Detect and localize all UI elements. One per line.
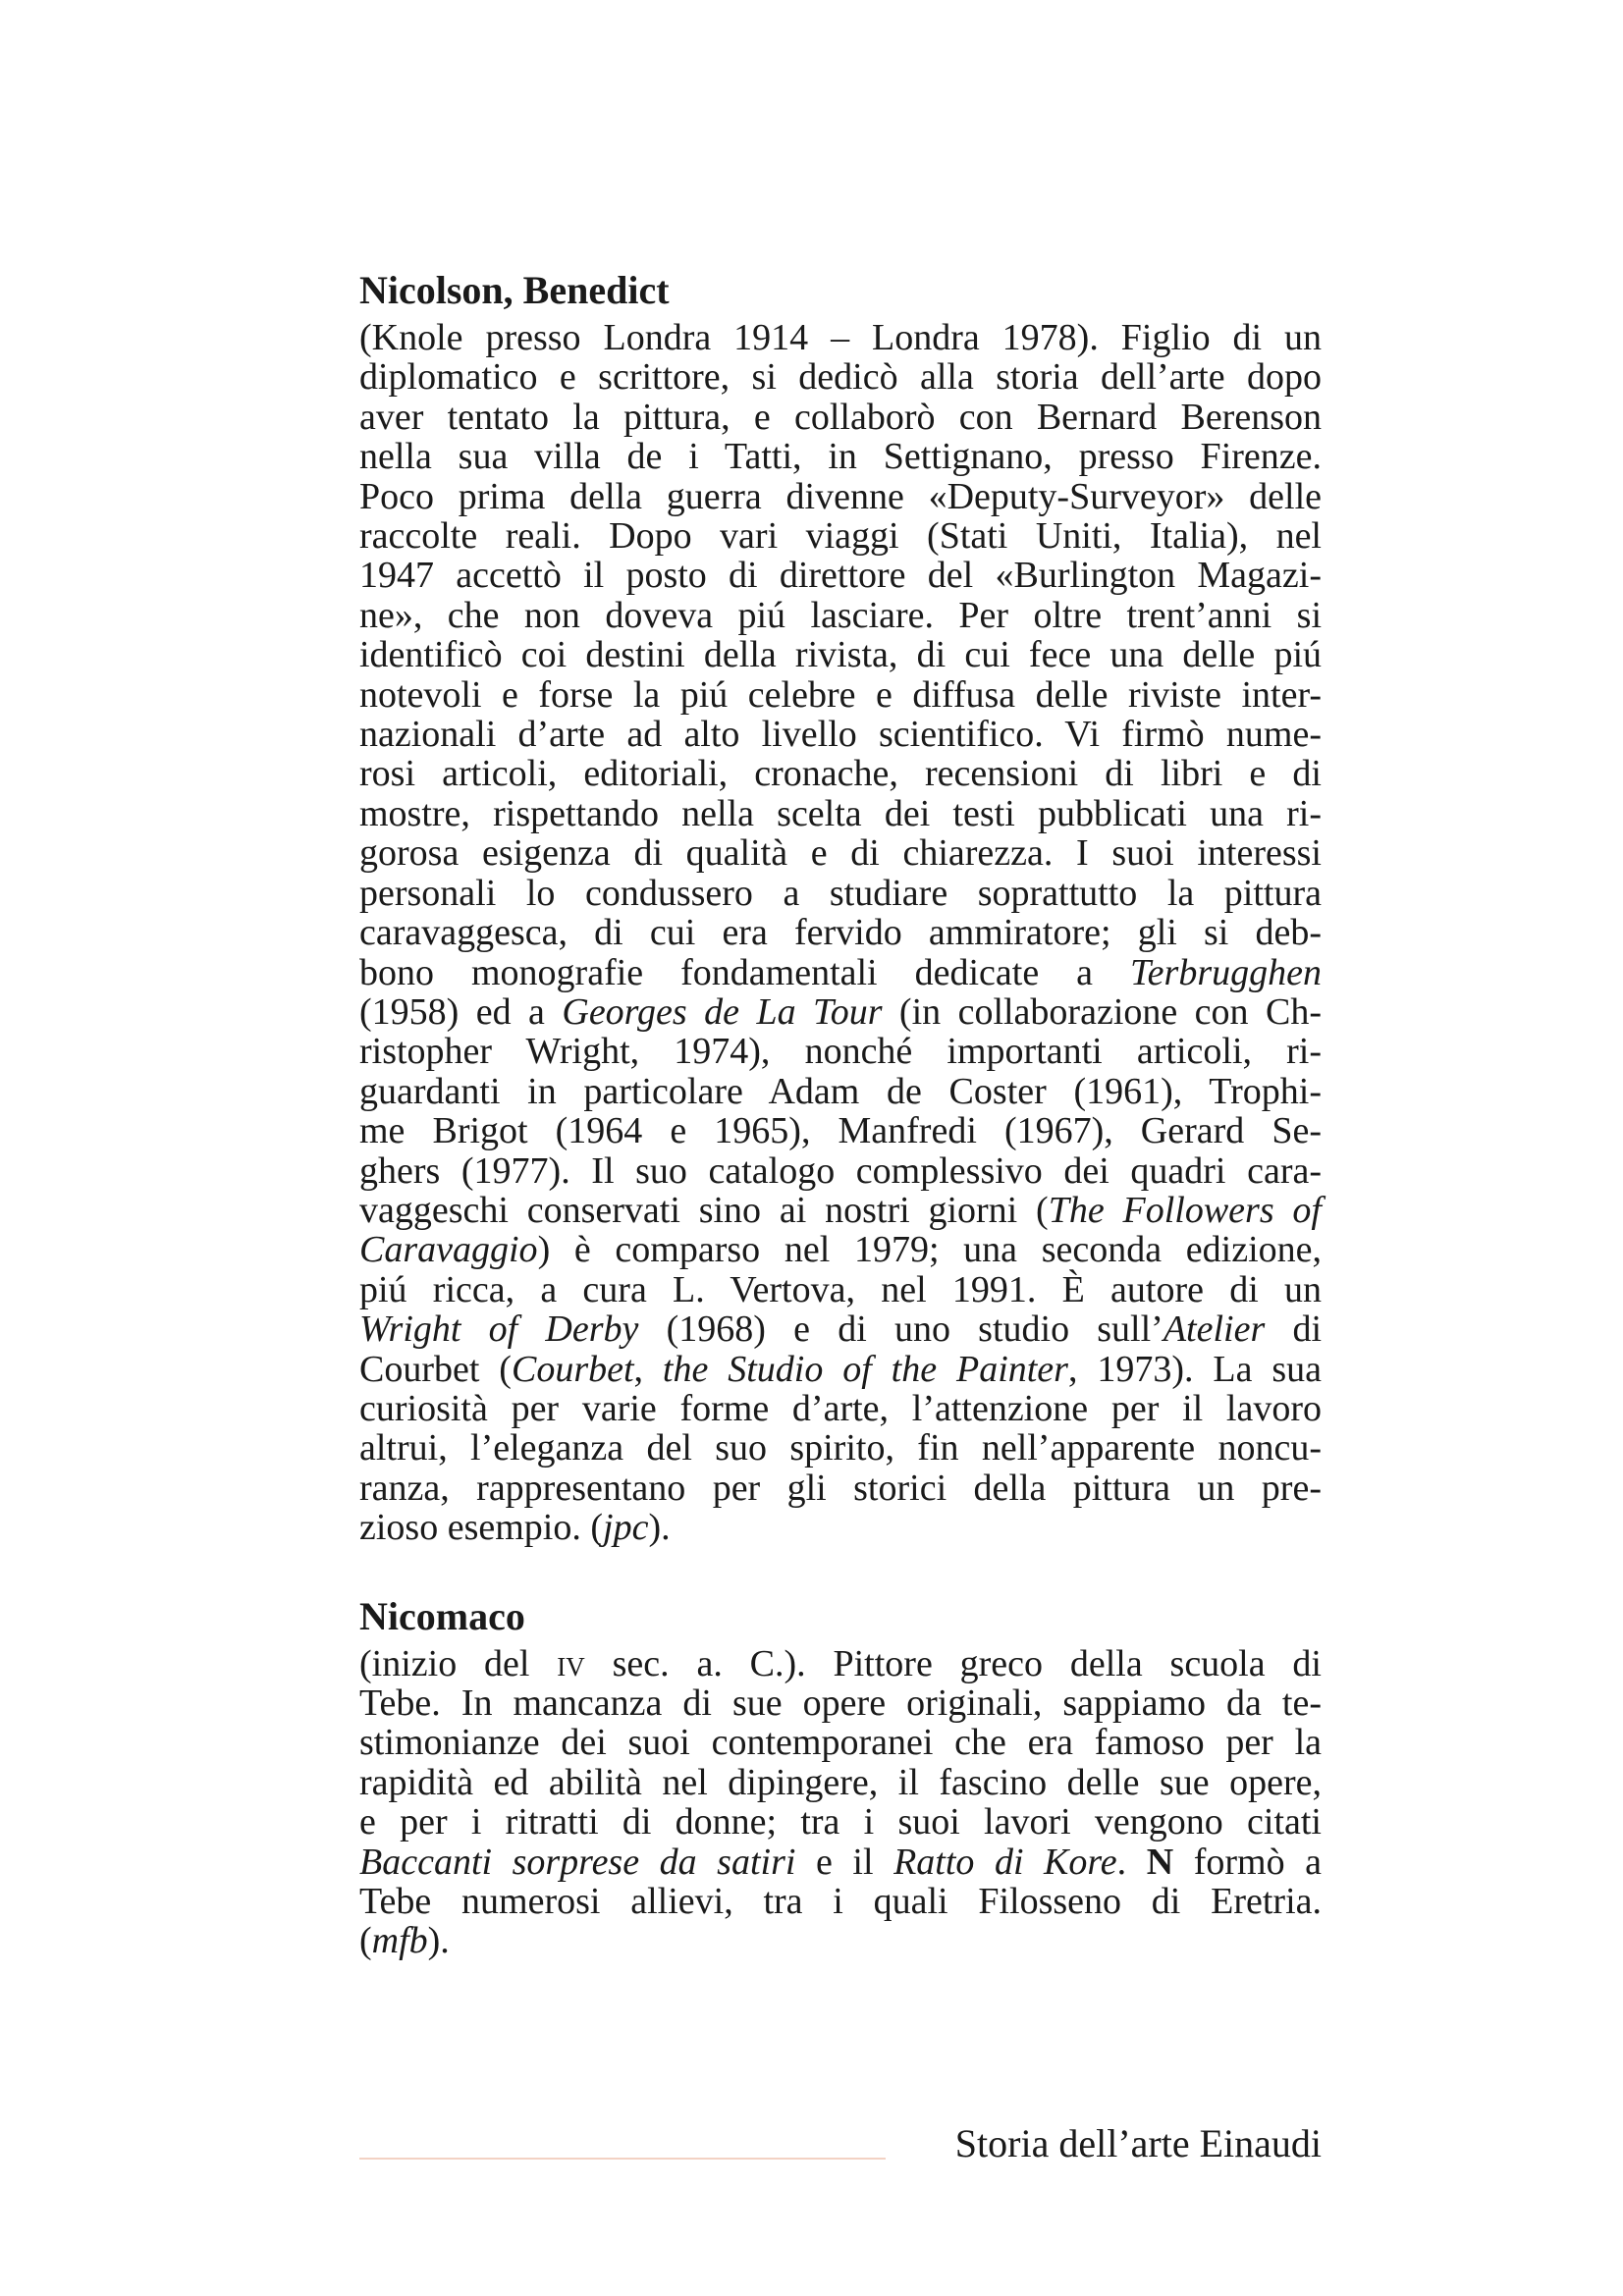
- text-run: nella sua villa de i Tatti, in Settignano, presso Firenze.: [359, 436, 1322, 478]
- italic-run: Ratto di Kore: [893, 1841, 1117, 1883]
- text-run: (1958) ed a: [359, 990, 563, 1033]
- body-line: [359, 1468, 1322, 1508]
- body-line: [359, 913, 1322, 952]
- entry-title: Nicomaco: [359, 1593, 525, 1638]
- text-run: me Brigot (1964 e 1965), Manfredi (1967), Gerard Se-: [359, 1110, 1322, 1152]
- body-line: [359, 953, 1322, 992]
- body-line: [359, 1508, 1322, 1547]
- body-line: [359, 1428, 1322, 1468]
- body-line: [359, 1309, 1322, 1349]
- body-line: [359, 596, 1322, 635]
- page-footer: [359, 2112, 1322, 2171]
- entry-nicomaco: [359, 1593, 1322, 1961]
- text-run: , 1973). La sua: [1067, 1348, 1323, 1390]
- body-line: [359, 1763, 1322, 1802]
- text-run: 1947 accettò il posto di direttore del «Burlington Magazi-: [359, 555, 1322, 597]
- body-line: [359, 715, 1322, 754]
- entry-title: Nicolson, Benedict: [359, 268, 670, 312]
- text-run: personali lo condussero a studiare soprattutto la pittura: [359, 872, 1322, 914]
- text-run: nazionali d’arte ad alto livello scientifico. Vi firmò nume-: [359, 714, 1322, 756]
- body-line: [359, 1111, 1322, 1150]
- text-run: ne», che non doveva piú lasciare. Per oltre trent’anni si: [359, 594, 1322, 636]
- body-line: [359, 1723, 1322, 1762]
- italic-run: Wright of Derby: [359, 1308, 639, 1351]
- italic-run: the Studio of the Painter: [662, 1348, 1068, 1390]
- body-line: [359, 437, 1322, 476]
- bold-run: N: [1146, 1841, 1174, 1883]
- text-run: ranza, rappresentano per gli storici della pittura un pre-: [359, 1467, 1322, 1509]
- body-line: [359, 318, 1322, 357]
- text-run: (Knole presso Londra 1914 – Londra 1978). Figlio di un: [359, 317, 1322, 358]
- italic-run: Georges de La Tour: [562, 990, 883, 1033]
- text-run: diplomatico e scrittore, si dedicò alla storia dell’arte dopo: [359, 356, 1322, 399]
- text-run: zioso esempio. (: [359, 1507, 604, 1549]
- text-run: ).: [427, 1920, 450, 1962]
- footer-publisher-label: Storia dell’arte Einaudi: [954, 2121, 1322, 2165]
- footer-rule: [359, 2158, 886, 2160]
- italic-run: The Followers of: [1048, 1189, 1322, 1231]
- body-line: [359, 357, 1322, 397]
- text-run: rapidità ed abilità nel dipingere, il fascino delle sue opere,: [359, 1761, 1322, 1803]
- body-line: [359, 754, 1322, 793]
- text-run: e il: [795, 1841, 894, 1883]
- body-line: [359, 1151, 1322, 1191]
- body-line: [359, 1270, 1322, 1309]
- body-line: [359, 1230, 1322, 1269]
- text-run: (in collaborazione con Ch-: [882, 990, 1322, 1033]
- text-run: (1968) e di uno studio sull’: [638, 1308, 1163, 1351]
- italic-run: Atelier: [1163, 1308, 1266, 1351]
- text-run: raccolte reali. Dopo vari viaggi (Stati Uniti, Italia), nel: [359, 515, 1322, 558]
- text-run: stimonianze dei suoi contemporanei che era famoso per la: [359, 1722, 1322, 1764]
- body-line: [359, 556, 1322, 595]
- body-line: [359, 992, 1322, 1032]
- body-line: [359, 398, 1322, 437]
- text-run: curiosità per varie forme d’arte, l’attenzione per il lavoro: [359, 1387, 1322, 1429]
- entry-body: [359, 318, 1322, 1548]
- body-line: [359, 635, 1322, 674]
- text-run: ) è comparso nel 1979; una seconda edizione,: [537, 1229, 1322, 1271]
- text-run: vaggeschi conservati sino ai nostri giorni (: [359, 1189, 1049, 1231]
- entry-body: [359, 1644, 1322, 1961]
- italic-run: mfb: [371, 1920, 428, 1962]
- body-line: [359, 1644, 1322, 1683]
- text-run: sec. a. C.). Pittore greco della scuola di: [584, 1642, 1322, 1684]
- text-run: Tebe. In mancanza di sue opere originali, sappiamo da te-: [359, 1682, 1322, 1724]
- italic-run: Caravaggio: [359, 1229, 538, 1271]
- body-line: [359, 794, 1322, 833]
- body-line: [359, 477, 1322, 516]
- text-column: [359, 267, 1322, 1961]
- italic-run: jpc: [603, 1507, 649, 1549]
- text-run: rosi articoli, editoriali, cronache, recensioni di libri e di: [359, 753, 1322, 795]
- text-run: identificò coi destini della rivista, di cui fece una delle piú: [359, 634, 1322, 676]
- italic-run: Terbrugghen: [1130, 951, 1322, 993]
- text-run: caravaggesca, di cui era fervido ammiratore; gli si deb-: [359, 912, 1322, 954]
- text-run: Courbet (: [359, 1348, 512, 1390]
- text-run: Tebe numerosi allievi, tra i quali Filosseno di Eretria.: [359, 1881, 1322, 1923]
- body-line: [359, 1072, 1322, 1111]
- text-run: Poco prima della guerra divenne «Deputy-Surveyor» delle: [359, 475, 1322, 517]
- body-line: [359, 1683, 1322, 1723]
- text-run: ).: [648, 1507, 671, 1549]
- text-run: bono monografie fondamentali dedicate a: [359, 951, 1131, 993]
- text-run: guardanti in particolare Adam de Coster (1961), Trophi-: [359, 1070, 1322, 1112]
- body-line: [359, 516, 1322, 556]
- italic-run: Baccanti sorprese da satiri: [359, 1841, 796, 1883]
- body-line: [359, 1389, 1322, 1428]
- body-line: [359, 1842, 1322, 1882]
- text-run: piú ricca, a cura L. Vertova, nel 1991. È autore di un: [359, 1268, 1322, 1310]
- text-run: ghers (1977). Il suo catalogo complessivo dei quadri cara-: [359, 1149, 1322, 1192]
- text-run: mostre, rispettando nella scelta dei testi pubblicati una ri-: [359, 792, 1322, 834]
- text-run: formò a: [1173, 1841, 1323, 1883]
- body-line: [359, 675, 1322, 715]
- body-line: [359, 1191, 1322, 1230]
- text-run: notevoli e forse la piú celebre e diffusa delle riviste inter-: [359, 673, 1322, 716]
- text-run: gorosa esigenza di qualità e di chiarezza. I suoi interessi: [359, 832, 1322, 875]
- text-run: .: [1116, 1841, 1147, 1883]
- body-line: [359, 833, 1322, 873]
- text-run: ristopher Wright, 1974), nonché importanti articoli, ri-: [359, 1031, 1322, 1073]
- text-run: (inizio del: [359, 1642, 558, 1684]
- body-line: [359, 1350, 1322, 1389]
- text-run: ,: [633, 1348, 663, 1390]
- body-line: [359, 1032, 1322, 1071]
- text-run: iv: [557, 1642, 585, 1684]
- body-line: [359, 1882, 1322, 1921]
- italic-run: Courbet: [511, 1348, 634, 1390]
- body-line: [359, 1802, 1322, 1842]
- text-run: (: [359, 1920, 372, 1962]
- entry-nicolson: [359, 267, 1322, 1548]
- text-run: e per i ritratti di donne; tra i suoi lavori vengono citati: [359, 1801, 1322, 1843]
- body-line: [359, 874, 1322, 913]
- text-run: di: [1265, 1308, 1323, 1351]
- text-run: altrui, l’eleganza del suo spirito, fin nell’apparente noncu-: [359, 1427, 1322, 1469]
- body-line: [359, 1921, 1322, 1960]
- text-run: aver tentato la pittura, e collaborò con Bernard Berenson: [359, 396, 1322, 438]
